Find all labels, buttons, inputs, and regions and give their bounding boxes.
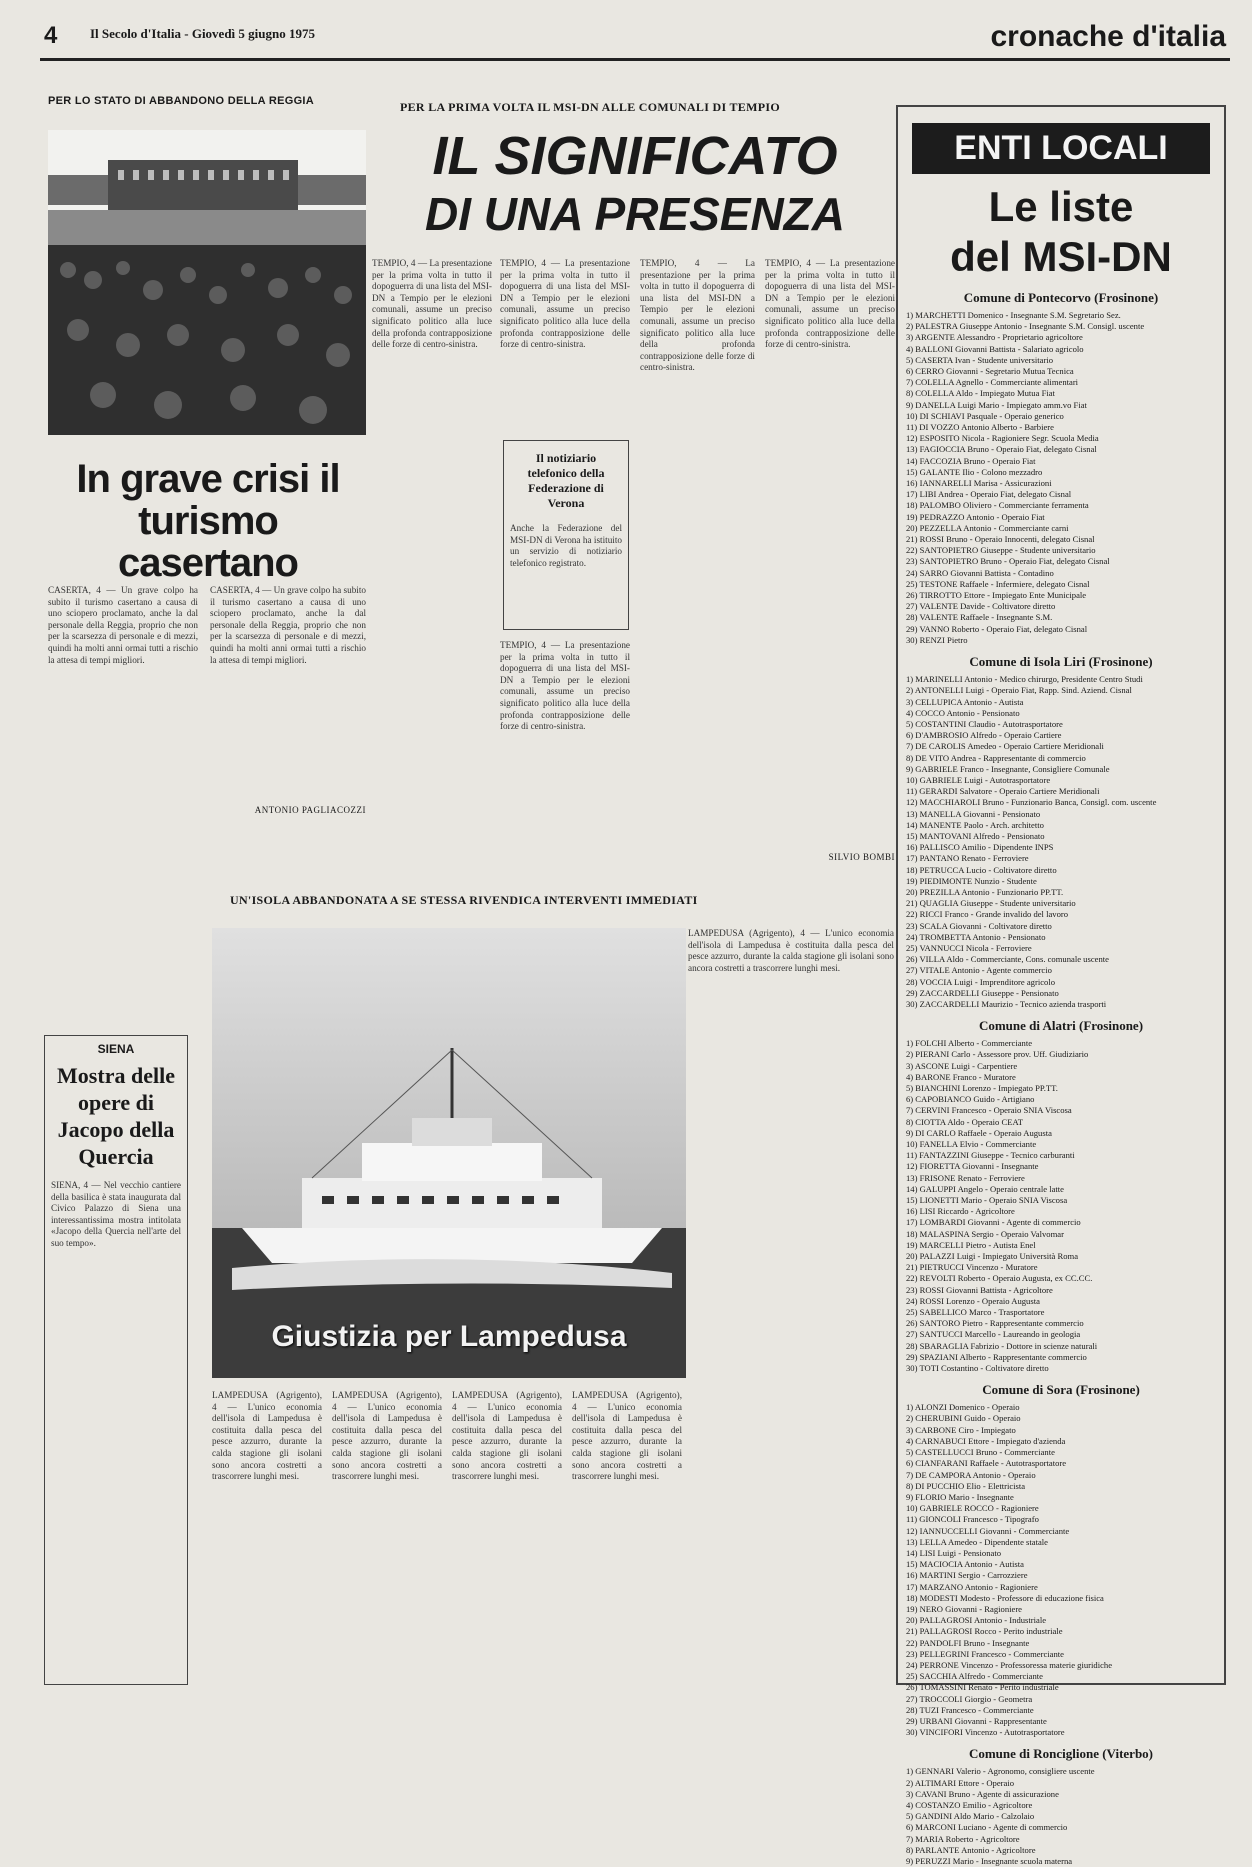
candidate-row: 20) PALLAGROSI Antonio - Industriale	[906, 1615, 1047, 1626]
candidate-row: 28) VOCCIA Luigi - Imprenditore agricolo	[906, 976, 1056, 987]
candidate-row: 4) COSTANZO Emilio - Agricoltore	[906, 1799, 1033, 1810]
candidate-row: 6) MARCONI Luciano - Agente di commercio	[906, 1822, 1068, 1833]
candidate-row: 27) SANTUCCI Marcello - Laureando in geologia	[906, 1329, 1081, 1340]
candidate-row: 24) SARRO Giovanni Battista - Contadino	[906, 567, 1054, 578]
candidate-row: 3) CELLUPICA Antonio - Autista	[906, 696, 1024, 707]
lampedusa-kicker: UN'ISOLA ABBANDONATA A SE STESSA RIVENDICA INTERVENTI IMMEDIATI	[230, 893, 698, 907]
candidate-row: 6) CIANFARANI Raffaele - Autotrasportatore	[906, 1458, 1067, 1469]
tempio-body-col2a: TEMPIO, 4 — La presentazione per la prima volta in tutto il dopoguerra di una lista del MSI-DN a Tempio per le elezioni comunali, assume un preciso significato politico alla luce della profonda contrapposizione delle forze di centro-sinistra.	[500, 258, 630, 350]
candidate-row: 3) ASCONE Luigi - Carpentiere	[906, 1060, 1018, 1071]
siena-tag: SIENA	[97, 1042, 135, 1056]
comune-heading: Comune di Alatri (Frosinone)	[978, 1018, 1144, 1034]
candidate-row: 30) RENZI Pietro	[906, 634, 968, 645]
candidate-row: 3) ARGENTE Alessandro - Proprietario agricoltore	[906, 332, 1083, 343]
candidate-row: 26) SANTORO Pietro - Rappresentante commercio	[906, 1318, 1084, 1329]
candidate-row: 2) ALTIMARI Ettore - Operaio	[906, 1777, 1015, 1788]
candidate-row: 27) VITALE Antonio - Agente commercio	[906, 965, 1052, 976]
candidate-row: 3) CAVANI Bruno - Agente di assicurazione	[906, 1788, 1059, 1799]
candidate-row: 4) CARNABUCI Ettore - Impiegato d'azienda	[906, 1435, 1066, 1446]
candidate-row: 14) MANENTE Paolo - Arch. architetto	[906, 819, 1044, 830]
candidate-list	[906, 674, 1216, 1010]
candidate-row: 12) IANNUCCELLI Giovanni - Commerciante	[906, 1525, 1070, 1536]
candidate-row: 15) MANTOVANI Alfredo - Pensionato	[906, 830, 1045, 841]
candidate-row: 15) MACIOCIA Antonio - Autista	[906, 1559, 1024, 1570]
candidate-row: 6) D'AMBROSIO Alfredo - Operaio Cartiere	[906, 730, 1062, 741]
lampedusa-body-right: LAMPEDUSA (Agrigento), 4 — L'unico economia dell'isola di Lampedusa è costituita dalla pesca del pesce azzurro, durante la calda stagione gli isolani sono ancora costretti a trascorrere lunghi mesi.	[688, 928, 894, 973]
candidate-row: 30) TOTI Costantino - Coltivatore diretto	[906, 1363, 1049, 1374]
candidate-row: 2) PALESTRA Giuseppe Antonio - Insegnante S.M. Consigl. uscente	[906, 321, 1145, 332]
candidate-row: 25) SACCHIA Alfredo - Commerciante	[906, 1671, 1043, 1682]
caserta-body-col2: CASERTA, 4 — Un grave colpo ha subito il turismo casertano a causa di uno sciopero proclamato, anche la dal personale della Reggia, proprio che non per la scarsezza di personale e di mezzi, quindi ha molti anni ormai tutti a rischio la attesa di tempi migliori.	[210, 585, 366, 665]
candidate-row: 19) MARCELLI Pietro - Autista Enel	[906, 1239, 1036, 1250]
candidate-row: 1) ALONZI Domenico - Operaio	[906, 1402, 1020, 1413]
ship-photo	[212, 928, 686, 1378]
candidate-row: 7) CERVINI Francesco - Operaio SNIA Viscosa	[906, 1105, 1072, 1116]
caserta-body-col1: CASERTA, 4 — Un grave colpo ha subito il turismo casertano a causa di uno sciopero proclamato, anche la dal personale della Reggia, proprio che non per la scarsezza di personale e di mezzi, quindi ha molti anni ormai tutti a rischio la attesa di tempi migliori.	[48, 585, 198, 665]
candidate-row: 11) GIONCOLI Francesco - Tipografo	[906, 1514, 1039, 1525]
candidate-row: 19) PEDRAZZO Antonio - Operaio Fiat	[906, 511, 1045, 522]
candidate-row: 22) RICCI Franco - Grande invalido del lavoro	[906, 909, 1069, 920]
enti-banner: ENTI LOCALI	[912, 123, 1210, 174]
candidate-row: 10) FANELLA Elvio - Commerciante	[906, 1139, 1037, 1150]
candidate-row: 28) SBARAGLIA Fabrizio - Dottore in scienze naturali	[906, 1340, 1098, 1351]
candidate-row: 20) PALAZZI Luigi - Impiegato Università Roma	[906, 1251, 1079, 1262]
candidate-row: 17) LOMBARDI Giovanni - Agente di commercio	[906, 1217, 1081, 1228]
candidate-row: 14) GALUPPI Angelo - Operaio centrale latte	[906, 1183, 1064, 1194]
candidate-row: 18) PALOMBO Oliviero - Commerciante ferramenta	[906, 500, 1089, 511]
candidate-row: 7) DE CAMPORA Antonio - Operaio	[906, 1469, 1036, 1480]
candidate-row: 24) ROSSI Lorenzo - Operaio Augusta	[906, 1295, 1040, 1306]
tempio-kicker: PER LA PRIMA VOLTA IL MSI-DN ALLE COMUNALI DI TEMPIO	[400, 100, 780, 114]
candidate-row: 20) PREZILLA Antonio - Funzionario PP.TT.	[906, 886, 1064, 897]
candidate-row: 6) CAPOBIANCO Guido - Artigiano	[906, 1094, 1035, 1105]
verona-notice-text: Anche la Federazione del MSI-DN di Verona ha istituito un servizio di notiziario telefonico registrato.	[510, 523, 622, 568]
tempio-body-col2b: TEMPIO, 4 — La presentazione per la prima volta in tutto il dopoguerra di una lista del MSI-DN a Tempio per le elezioni comunali, assume un preciso significato politico alla luce della profonda contrapposizione delle forze di centro-sinistra.	[500, 640, 630, 732]
ship-photo-caption: Giustizia per Lampedusa	[271, 1320, 627, 1353]
candidate-row: 15) GALANTE Ilio - Colono mezzadro	[906, 466, 1043, 477]
comune-heading: Comune di Pontecorvo (Frosinone)	[963, 290, 1159, 305]
candidate-row: 3) CARBONE Ciro - Impiegato	[906, 1424, 1016, 1435]
candidate-row: 2) ANTONELLI Luigi - Operaio Fiat, Rapp. Sind. Aziend. Cisnal	[906, 685, 1132, 696]
candidate-row: 13) LELLA Amedeo - Dipendente statale	[906, 1536, 1048, 1547]
caserta-kicker: PER LO STATO DI ABBANDONO DELLA REGGIA	[48, 95, 315, 107]
candidate-list	[906, 1766, 1216, 1867]
tempio-body-col3: TEMPIO, 4 — La presentazione per la prima volta in tutto il dopoguerra di una lista del MSI-DN a Tempio per le elezioni comunali, assume un preciso significato politico alla luce della profonda contrapposizione delle forze di centro-sinistra.	[640, 258, 755, 373]
candidate-row: 25) SABELLICO Marco - Trasportatore	[906, 1307, 1045, 1318]
candidate-row: 30) VINCIFORI Vincenzo - Autotrasportatore	[906, 1727, 1065, 1738]
lampedusa-body-col2: LAMPEDUSA (Agrigento), 4 — L'unico economia dell'isola di Lampedusa è costituita dalla pesca del pesce azzurro, durante la calda stagione gli isolani sono ancora costretti a trascorrere lunghi mesi.	[332, 1390, 442, 1482]
candidate-row: 29) URBANI Giovanni - Rappresentante	[906, 1715, 1047, 1726]
tempio-headline-line2: DI UNA PRESENZA	[425, 188, 845, 240]
candidate-row: 1) MARCHETTI Domenico - Insegnante S.M. Segretario Sez.	[906, 310, 1121, 320]
candidate-row: 1) FOLCHI Alberto - Commerciante	[906, 1038, 1033, 1049]
candidate-row: 16) PALLISCO Amilio - Dipendente INPS	[906, 842, 1054, 853]
lampedusa-body-col4: LAMPEDUSA (Agrigento), 4 — L'unico economia dell'isola di Lampedusa è costituita dalla pesca del pesce azzurro, durante la calda stagione gli isolani sono ancora costretti a trascorrere lunghi mesi.	[572, 1390, 682, 1482]
candidate-row: 12) MACCHIAROLI Bruno - Funzionario Banca, Consigl. com. uscente	[906, 797, 1157, 808]
siena-headline: Mostra delle opere di Jacopo della Quercia	[57, 1063, 175, 1169]
tempio-body-col1: TEMPIO, 4 — La presentazione per la prima volta in tutto il dopoguerra di una lista del MSI-DN a Tempio per le elezioni comunali, assume un preciso significato politico alla luce della profonda contrapposizione delle forze di centro-sinistra.	[372, 258, 492, 350]
tempio-headline-line1: IL SIGNIFICATO	[432, 126, 838, 186]
header-rule	[40, 58, 1230, 61]
enti-title-line1: Le liste	[988, 183, 1134, 230]
candidate-row: 14) LISI Luigi - Pensionato	[906, 1547, 1001, 1558]
candidate-list	[906, 310, 1216, 646]
candidate-row: 1) MARINELLI Antonio - Medico chirurgo, Presidente Centro Studi	[906, 674, 1143, 685]
candidate-row: 26) TOMASSINI Renato - Perito industriale	[906, 1682, 1059, 1693]
candidate-row: 4) COCCO Antonio - Pensionato	[906, 707, 1020, 718]
candidate-row: 27) VALENTE Davide - Coltivatore diretto	[906, 601, 1056, 612]
candidate-row: 8) DE VITO Andrea - Rappresentante di commercio	[906, 752, 1086, 763]
candidate-row: 16) MARTINI Sergio - Carrozziere	[906, 1570, 1028, 1581]
candidate-row: 8) PARLANTE Antonio - Agricoltore	[906, 1844, 1036, 1855]
reggia-photo	[48, 130, 366, 435]
candidate-row: 8) CIOTTA Aldo - Operaio CEAT	[906, 1116, 1023, 1127]
candidate-row: 26) VILLA Aldo - Commerciante, Cons. comunale uscente	[906, 954, 1109, 965]
verona-notice-box	[503, 440, 629, 630]
tempio-body-col4: TEMPIO, 4 — La presentazione per la prima volta in tutto il dopoguerra di una lista del MSI-DN a Tempio per le elezioni comunali, assume un preciso significato politico alla luce della profonda contrapposizione delle forze di centro-sinistra.	[765, 258, 895, 350]
candidate-row: 5) BIANCHINI Lorenzo - Impiegato PP.TT.	[906, 1083, 1058, 1093]
candidate-row: 9) DANELLA Luigi Mario - Impiegato amm.vo Fiat	[906, 399, 1087, 410]
candidate-row: 9) DI CARLO Raffaele - Operaio Augusta	[906, 1127, 1052, 1138]
candidate-row: 18) MODESTI Modesto - Professore di educazione fisica	[906, 1592, 1104, 1603]
candidate-row: 30) ZACCARDELLI Maurizio - Tecnico azienda trasporti	[906, 998, 1107, 1009]
publication-line: Il Secolo d'Italia - Giovedì 5 giugno 1975	[90, 26, 315, 41]
candidate-row: 9) PERUZZI Mario - Insegnante scuola materna	[906, 1856, 1073, 1866]
candidate-row: 13) FAGIOCCIA Bruno - Operaio Fiat, delegato Cisnal	[906, 444, 1097, 455]
candidate-row: 21) QUAGLIA Giuseppe - Studente universitario	[906, 898, 1076, 909]
candidate-row: 5) CASERTA Ivan - Studente universitario	[906, 354, 1054, 365]
candidate-row: 26) TIRROTTO Ettore - Impiegato Ente Municipale	[906, 590, 1087, 601]
candidate-row: 13) MANELLA Giovanni - Pensionato	[906, 808, 1041, 819]
candidate-row: 10) GABRIELE Luigi - Autotrasportatore	[906, 774, 1051, 785]
candidate-row: 17) PANTANO Renato - Ferroviere	[906, 853, 1029, 864]
comune-heading: Comune di Isola Liri (Frosinone)	[969, 654, 1153, 670]
candidate-row: 13) FRISONE Renato - Ferroviere	[906, 1172, 1025, 1183]
caserta-headline: In grave crisi il turismo casertano	[76, 457, 340, 585]
candidate-row: 6) CERRO Giovanni - Segretario Mutua Tecnica	[906, 366, 1074, 377]
candidate-row: 4) BALLONI Giovanni Battista - Salariato agricolo	[906, 343, 1084, 354]
enti-locali-panel	[896, 105, 1226, 1866]
candidate-row: 25) TESTONE Raffaele - Infermiere, delegato Cisnal	[906, 578, 1090, 589]
candidate-row: 17) MARZANO Antonio - Ragioniere	[906, 1581, 1038, 1592]
candidate-row: 27) TROCCOLI Giorgio - Geometra	[906, 1693, 1033, 1704]
candidate-row: 16) IANNARELLI Marisa - Assicurazioni	[906, 478, 1052, 489]
candidate-row: 17) LIBI Andrea - Operaio Fiat, delegato Cisnal	[906, 489, 1072, 500]
candidate-row: 5) CASTELLUCCI Bruno - Commerciante	[906, 1447, 1055, 1458]
candidate-row: 21) PALLAGROSI Rocco - Perito industriale	[906, 1626, 1063, 1637]
reggia-photo-svg	[48, 130, 366, 435]
candidate-row: 22) PANDOLFI Bruno - Insegnante	[906, 1637, 1030, 1648]
candidate-row: 23) SCALA Giovanni - Coltivatore diretto	[906, 920, 1052, 931]
candidate-row: 7) COLELLA Agnello - Commerciante alimentari	[906, 377, 1079, 388]
candidate-row: 10) GABRIELE ROCCO - Ragioniere	[906, 1503, 1039, 1514]
candidate-row: 22) REVOLTI Roberto - Operaio Augusta, ex CC.CC.	[906, 1273, 1093, 1284]
candidate-row: 18) MALASPINA Sergio - Operaio Valvomar	[906, 1228, 1064, 1239]
candidate-row: 18) PETRUCCA Lucio - Coltivatore diretto	[906, 864, 1057, 875]
candidate-row: 23) PELLEGRINI Francesco - Commerciante	[906, 1648, 1064, 1659]
candidate-row: 21) PIETRUCCI Vincenzo - Muratore	[906, 1262, 1038, 1273]
candidate-row: 20) PEZZELLA Antonio - Commerciante carni	[906, 522, 1069, 533]
candidate-row: 8) DI PUCCHIO Elio - Elettricista	[906, 1480, 1026, 1491]
candidate-row: 8) COLELLA Aldo - Impiegato Mutua Fiat	[906, 388, 1055, 399]
candidate-row: 28) VALENTE Raffaele - Insegnante S.M.	[906, 612, 1053, 623]
candidate-row: 9) FLORIO Mario - Insegnante	[906, 1491, 1014, 1502]
candidate-row: 5) COSTANTINI Claudio - Autotrasportatore	[906, 718, 1063, 729]
siena-box	[44, 1035, 188, 1685]
verona-notice-title: Il notiziario telefonico della Federazione di Verona	[527, 451, 605, 510]
candidate-row: 28) TUZI Francesco - Commerciante	[906, 1704, 1034, 1715]
candidate-row: 2) CHERUBINI Guido - Operaio	[906, 1413, 1021, 1424]
candidate-row: 23) SANTOPIETRO Bruno - Operaio Fiat, delegato Cisnal	[906, 556, 1110, 567]
lampedusa-body-col1: LAMPEDUSA (Agrigento), 4 — L'unico economia dell'isola di Lampedusa è costituita dalla pesca del pesce azzurro, durante la calda stagione gli isolani sono ancora costretti a trascorrere lunghi mesi.	[212, 1390, 322, 1482]
lampedusa-body-col3: LAMPEDUSA (Agrigento), 4 — L'unico economia dell'isola di Lampedusa è costituita dalla pesca del pesce azzurro, durante la calda stagione gli isolani sono ancora costretti a trascorrere lunghi mesi.	[452, 1390, 562, 1482]
candidate-row: 12) FIORETTA Giovanni - Insegnante	[906, 1161, 1039, 1172]
candidate-row: 22) SANTOPIETRO Giuseppe - Studente universitario	[906, 545, 1096, 556]
enti-title-line2: del MSI-DN	[950, 233, 1172, 280]
candidate-row: 2) PIERANI Carlo - Assessore prov. Uff. Giudiziario	[906, 1049, 1089, 1060]
candidate-row: 21) ROSSI Bruno - Operaio Innocenti, delegato Cisnal	[906, 534, 1095, 545]
caserta-signature: ANTONIO PAGLIACOZZI	[254, 805, 366, 815]
candidate-row: 25) VANNUCCI Nicola - Ferroviere	[906, 942, 1032, 953]
candidate-row: 11) GERARDI Salvatore - Operaio Cartiere Meridionali	[906, 786, 1100, 797]
candidate-row: 1) GENNARI Valerio - Agronomo, consigliere uscente	[906, 1766, 1095, 1777]
candidate-row: 19) NERO Giovanni - Ragioniere	[906, 1603, 1022, 1614]
candidate-row: 4) BARONE Franco - Muratore	[906, 1071, 1016, 1082]
candidate-row: 29) VANNO Roberto - Operaio Fiat, delegato Cisnal	[906, 623, 1088, 634]
candidate-list	[906, 1402, 1216, 1738]
ship-photo-svg	[212, 928, 686, 1378]
candidate-row: 7) DE CAROLIS Amedeo - Operaio Cartiere Meridionali	[906, 741, 1104, 752]
candidate-row: 24) PERRONE Vincenzo - Professoressa materie giuridiche	[906, 1659, 1113, 1670]
candidate-row: 7) MARIA Roberto - Agricoltore	[906, 1833, 1020, 1844]
candidate-row: 24) TROMBETTA Antonio - Pensionato	[906, 931, 1046, 942]
candidate-row: 29) ZACCARDELLI Giuseppe - Pensionato	[906, 987, 1059, 998]
candidate-row: 16) LISI Riccardo - Agricoltore	[906, 1206, 1015, 1217]
siena-body: SIENA, 4 — Nel vecchio cantiere della basilica è stata inaugurata dal Civico Palazzo di Siena una interessantissima mostra intitolata «Jacopo della Quercia nell'arte del suo tempo».	[51, 1180, 181, 1248]
candidate-row: 23) ROSSI Giovanni Battista - Agricoltore	[906, 1284, 1053, 1295]
candidate-row: 11) DI VOZZO Antonio Alberto - Barbiere	[906, 422, 1054, 433]
page-number: 4	[44, 22, 58, 49]
candidate-row: 19) PIEDIMONTE Nunzio - Studente	[906, 875, 1037, 886]
candidate-row: 5) GANDINI Aldo Mario - Calzolaio	[906, 1811, 1035, 1822]
comune-heading: Comune di Ronciglione (Viterbo)	[968, 1746, 1154, 1762]
candidate-row: 12) ESPOSITO Nicola - Ragioniere Segr. Scuola Media	[906, 433, 1099, 444]
candidate-row: 29) SPAZIANI Alberto - Rappresentante commercio	[906, 1351, 1087, 1362]
tempio-signature: SILVIO BOMBI	[828, 852, 895, 862]
candidate-row: 14) FACCOZIA Bruno - Operaio Fiat	[906, 455, 1036, 466]
candidate-row: 11) FANTAZZINI Giuseppe - Tecnico carburanti	[906, 1150, 1075, 1161]
candidate-row: 15) LIONETTI Mario - Operaio SNIA Viscosa	[906, 1195, 1068, 1206]
candidate-list	[906, 1038, 1216, 1374]
candidate-row: 10) DI SCHIAVI Pasquale - Operaio generico	[906, 410, 1064, 421]
comuni-lists	[906, 290, 1216, 1867]
comune-heading: Comune di Sora (Frosinone)	[982, 1382, 1140, 1398]
section-title: cronache d'italia	[990, 20, 1226, 53]
candidate-row: 9) GABRIELE Franco - Insegnante, Consigliere Comunale	[906, 763, 1110, 774]
